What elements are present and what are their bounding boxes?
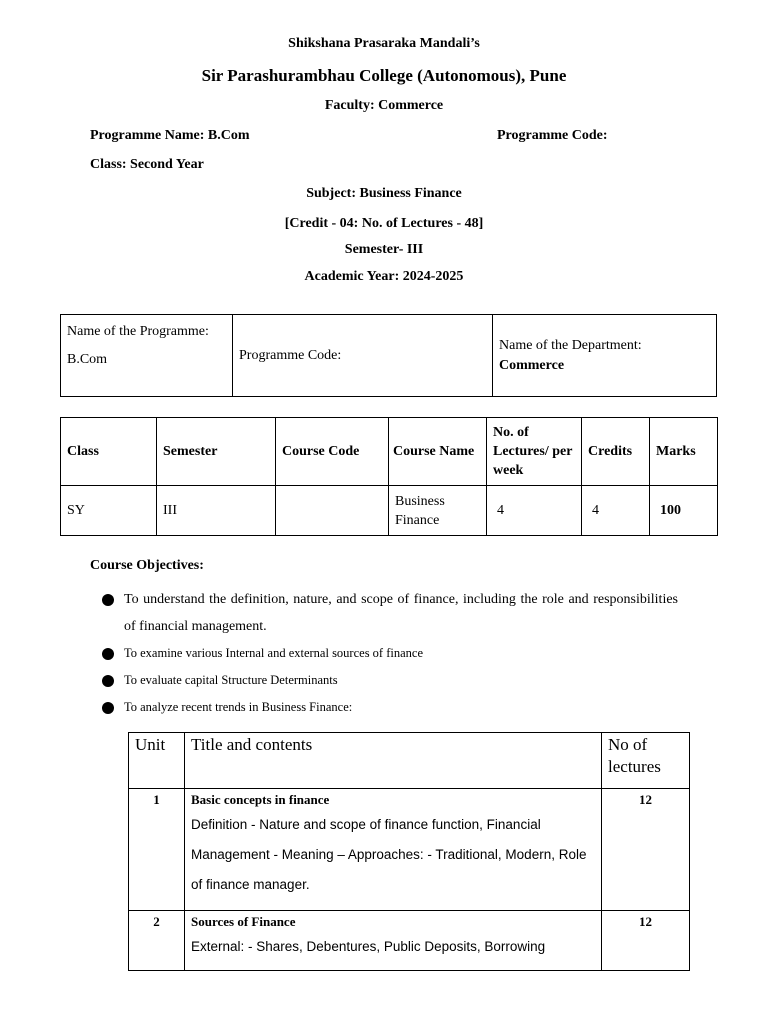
cell-semester: III	[157, 486, 276, 536]
cell-course-code	[276, 486, 389, 536]
table-row	[129, 789, 690, 911]
unit-lectures: 12	[602, 911, 690, 971]
cell-marks: 100	[650, 486, 718, 536]
programme-name: Programme Name: B.Com	[90, 128, 250, 143]
unit-title: Basic concepts in finance	[191, 792, 330, 807]
unit-text: External: - Shares, Debentures, Public Deposits, Borrowing	[191, 939, 546, 954]
col-lectures: No. of Lectures/ per week	[487, 418, 582, 486]
cell-lectures: 4	[487, 486, 582, 536]
col-class: Class	[61, 418, 157, 486]
bullet-icon	[102, 675, 114, 687]
objective-text: To examine various Internal and external sources of finance	[124, 646, 423, 660]
programme-cell	[61, 315, 233, 397]
class-label: Class: Second Year	[90, 157, 204, 172]
code-cell	[233, 315, 493, 397]
list-item	[102, 640, 678, 667]
col-no-of-lectures: No of lectures	[602, 733, 690, 789]
unit-content	[185, 789, 602, 911]
unit-number: 1	[129, 789, 185, 911]
table-row	[61, 486, 718, 536]
col-credits: Credits	[582, 418, 650, 486]
units-table	[128, 732, 690, 971]
unit-number: 2	[129, 911, 185, 971]
unit-title: Sources of Finance	[191, 914, 296, 929]
bullet-icon	[102, 594, 114, 606]
college-name: Sir Parashurambhau College (Autonomous), Pune	[201, 66, 567, 85]
objective-text: To understand the definition, nature, and scope of finance, including the role and responsibilities of financial management.	[124, 592, 678, 634]
cell-class: SY	[61, 486, 157, 536]
unit-text: Definition - Nature and scope of finance function, Financial Management - Meaning – Approaches: - Traditional, Modern, Role of finance manager.	[191, 817, 587, 892]
units-table-header	[129, 733, 690, 789]
table-row	[129, 911, 690, 971]
objective-text: To analyze recent trends in Business Finance:	[124, 700, 353, 714]
programme-code: Programme Code:	[497, 128, 608, 143]
course-table-header	[61, 418, 718, 486]
department-value: Commerce	[499, 357, 565, 373]
col-unit: Unit	[129, 733, 185, 789]
subject: Subject: Business Finance	[306, 186, 462, 201]
credit-info: [Credit - 04: No. of Lectures - 48]	[284, 216, 484, 231]
programme-value: B.Com	[67, 352, 108, 367]
unit-content	[185, 911, 602, 971]
cell-course-name: Business Finance	[389, 486, 487, 536]
list-item	[102, 694, 678, 721]
col-marks: Marks	[650, 418, 718, 486]
department-label: Name of the Department:	[499, 337, 642, 353]
academic-year: Academic Year: 2024-2025	[304, 269, 464, 284]
bullet-icon	[102, 702, 114, 714]
list-item	[102, 586, 678, 640]
col-title: Title and contents	[185, 733, 602, 789]
col-semester: Semester	[157, 418, 276, 486]
society-name: Shikshana Prasaraka Mandali’s	[288, 36, 480, 51]
objectives-list	[102, 586, 678, 721]
faculty: Faculty: Commerce	[324, 98, 444, 113]
bullet-icon	[102, 648, 114, 660]
objective-text: To evaluate capital Structure Determinants	[124, 673, 338, 687]
unit-lectures: 12	[602, 789, 690, 911]
cell-credits: 4	[582, 486, 650, 536]
col-course-name: Course Name	[389, 418, 487, 486]
department-cell	[493, 315, 717, 397]
course-table	[60, 417, 718, 536]
programme-info-table	[60, 314, 717, 397]
objectives-heading: Course Objectives:	[90, 558, 204, 573]
list-item	[102, 667, 678, 694]
code-label: Programme Code:	[239, 347, 342, 363]
programme-label: Name of the Programme:	[67, 324, 209, 339]
semester: Semester- III	[344, 242, 424, 257]
col-course-code: Course Code	[276, 418, 389, 486]
